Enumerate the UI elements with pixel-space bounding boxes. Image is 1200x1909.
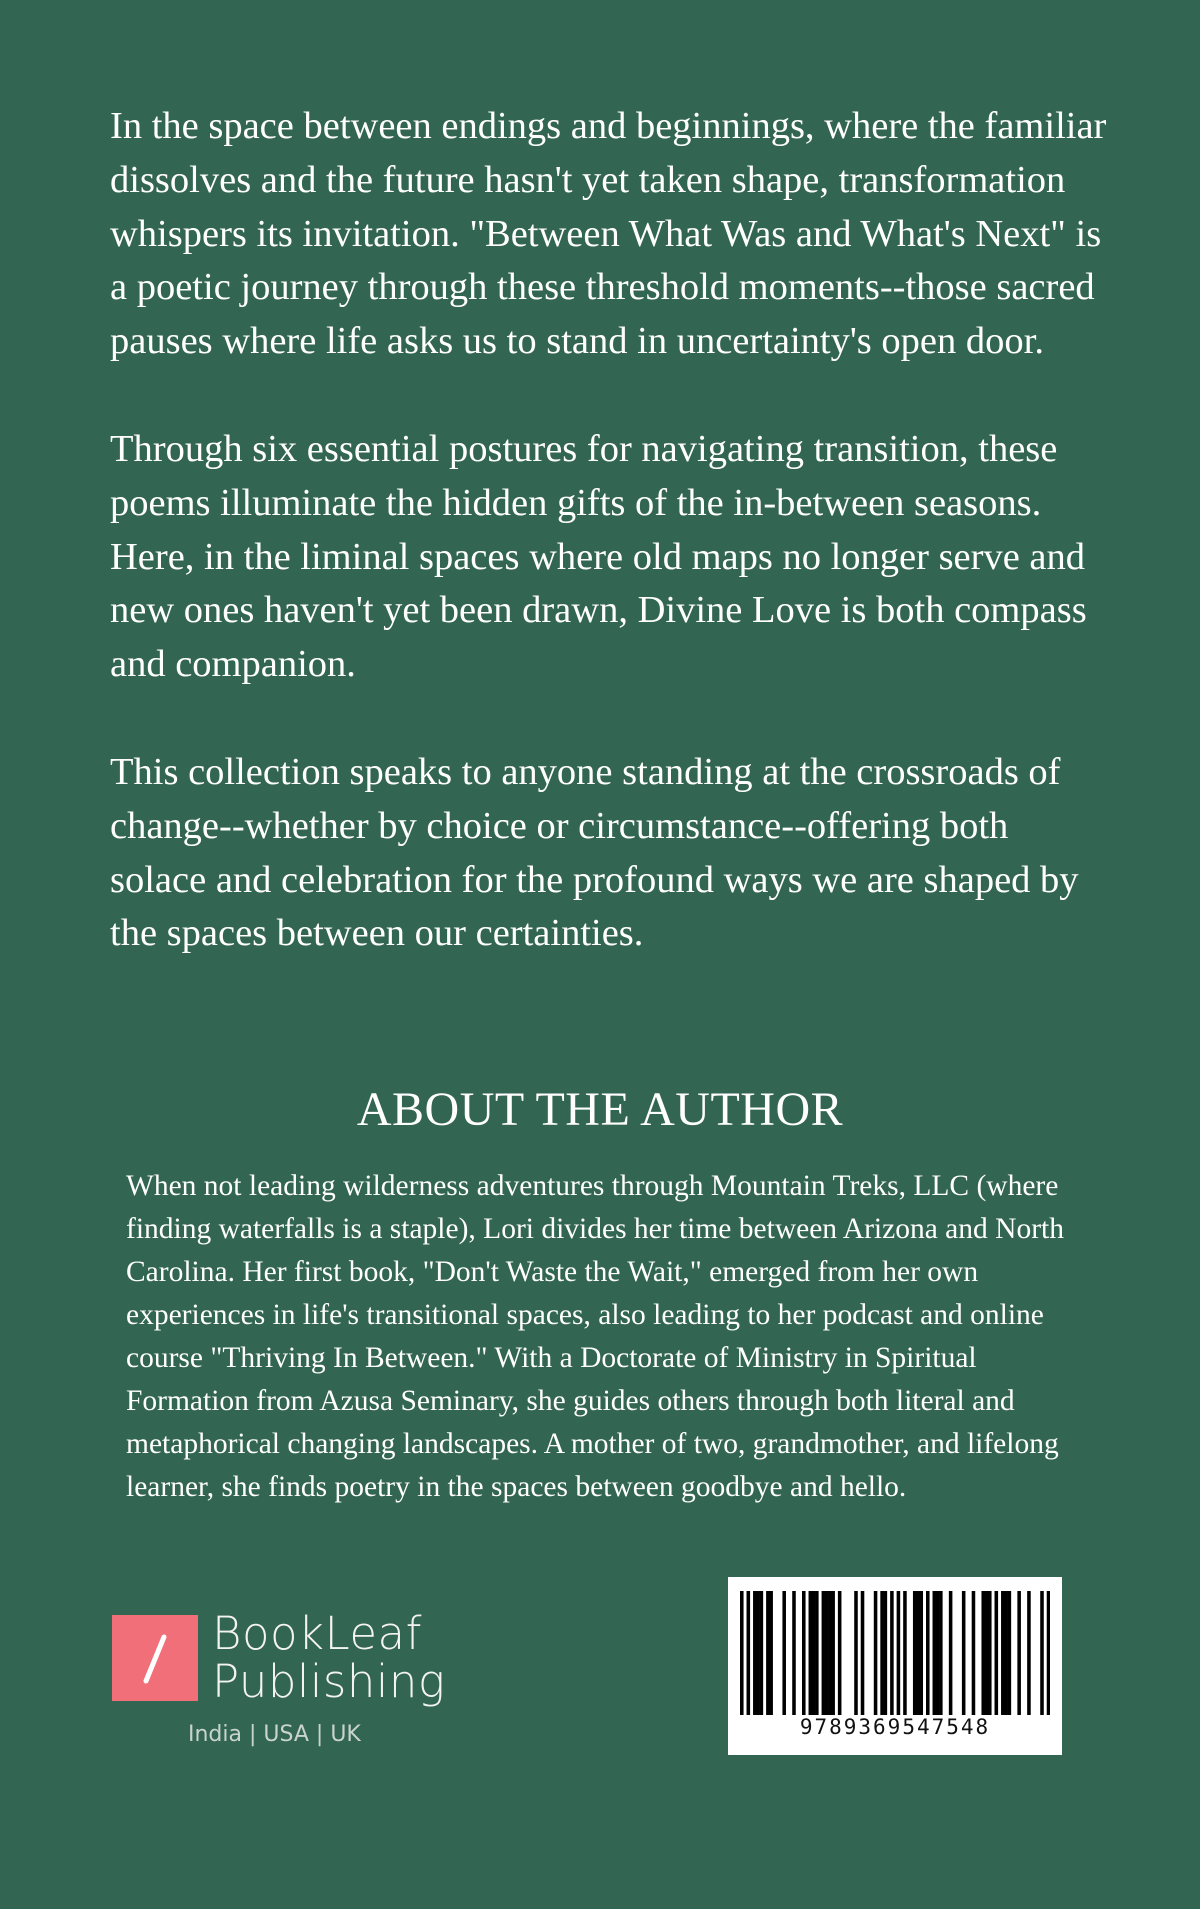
back-cover-blurb xyxy=(110,100,1110,1015)
barcode-bar xyxy=(766,1591,770,1715)
barcode-bar xyxy=(903,1591,907,1715)
barcode-bar xyxy=(861,1591,865,1715)
barcode-bar xyxy=(1027,1591,1031,1715)
barcode-bar xyxy=(933,1591,937,1715)
barcode-bar xyxy=(949,1591,953,1715)
barcode-bar xyxy=(838,1591,842,1715)
barcode-bar xyxy=(831,1591,835,1715)
barcode-bar xyxy=(740,1591,744,1715)
blurb-paragraph: This collection speaks to anyone standing at the crossroads of change--whether by choice or circumstance--offering both solace and celebration for the profound ways we are shaped by the spaces between our certainties. xyxy=(110,750,1079,955)
barcode-bar xyxy=(1001,1591,1005,1715)
isbn-barcode xyxy=(728,1577,1062,1755)
barcode-bar xyxy=(792,1591,796,1715)
barcode-bar xyxy=(919,1591,923,1715)
barcode-bar xyxy=(880,1591,884,1715)
about-author-heading: ABOUT THE AUTHOR xyxy=(356,1083,844,1136)
barcode-bar xyxy=(854,1591,858,1715)
barcode-bar xyxy=(939,1591,943,1715)
barcode-bar xyxy=(981,1591,985,1715)
barcode-bar xyxy=(760,1591,764,1715)
publisher-logo xyxy=(112,1607,446,1760)
publisher-name-line1: BookLeaf xyxy=(212,1607,422,1660)
barcode-bar xyxy=(926,1591,930,1715)
barcode-bar xyxy=(884,1591,888,1715)
barcode-bar xyxy=(815,1591,819,1715)
barcode-bar xyxy=(1040,1591,1044,1715)
barcode-bar xyxy=(769,1591,773,1715)
about-author-body: When not leading wilderness adventures through Mountain Treks, LLC (where finding waterfalls is a staple), Lori divides her time between Arizona and North Carolina. Her first book, "Don't Waste the Wait," emerged from her own experiences in life's transitional spaces, also leading to her podcast and online course "Thriving In Between." With a Doctorate of Ministry in Spiritual Formation from Azusa Seminary, she guides others through both literal and metaphorical changing landscapes. A mother of two, grandmother, and lifelong learner, she finds poetry in the spaces between goodbye and hello. xyxy=(126,1170,1064,1503)
barcode-bars xyxy=(740,1591,1050,1715)
barcode-bar xyxy=(822,1591,826,1715)
barcode-bar xyxy=(1047,1591,1050,1715)
barcode-bar xyxy=(812,1591,816,1715)
barcode-bar xyxy=(916,1591,920,1715)
barcode-bar xyxy=(890,1591,894,1715)
barcode-bar xyxy=(809,1591,813,1715)
publisher-regions: India | USA | UK xyxy=(188,1722,361,1747)
barcode-bar xyxy=(782,1591,786,1715)
isbn-number: 9789369547548 xyxy=(799,1715,991,1739)
slash-logo-icon xyxy=(112,1615,198,1701)
barcode-bar xyxy=(753,1591,757,1715)
blurb-paragraph: Through six essential postures for navigating transition, these poems illuminate the hidden gifts of the in-between seasons. Here, in the liminal spaces where old maps no longer serve and new ones haven't yet been drawn, Divine Love is both compass and companion. xyxy=(110,427,1087,686)
barcode-bar xyxy=(1008,1591,1012,1715)
barcode-bar xyxy=(802,1591,806,1715)
barcode-bar xyxy=(747,1591,751,1715)
barcode-bar xyxy=(825,1591,829,1715)
barcode-bar xyxy=(972,1591,976,1715)
publisher-name xyxy=(212,1607,452,1708)
barcode-bar xyxy=(995,1591,999,1715)
barcode-bar xyxy=(985,1591,989,1715)
barcode-bar xyxy=(936,1591,940,1715)
blurb-paragraph: In the space between endings and beginnings, where the familiar dissolves and the future hasn't yet taken shape, transformation whispers its invitation. "Between What Was and What's Next" is a poetic journey through these threshold moments--those sacred pauses where life asks us to stand in uncertainty's open door. xyxy=(110,105,1107,363)
barcode-bar xyxy=(988,1591,992,1715)
barcode-bar xyxy=(756,1591,760,1715)
barcode-bar xyxy=(1004,1591,1008,1715)
publisher-name-line2: Publishing xyxy=(212,1655,446,1708)
barcode-bar xyxy=(874,1591,878,1715)
barcode-bar xyxy=(828,1591,832,1715)
barcode-bar xyxy=(897,1591,901,1715)
barcode-bar xyxy=(1017,1591,1021,1715)
barcode-bar xyxy=(962,1591,966,1715)
barcode-bar xyxy=(913,1591,917,1715)
